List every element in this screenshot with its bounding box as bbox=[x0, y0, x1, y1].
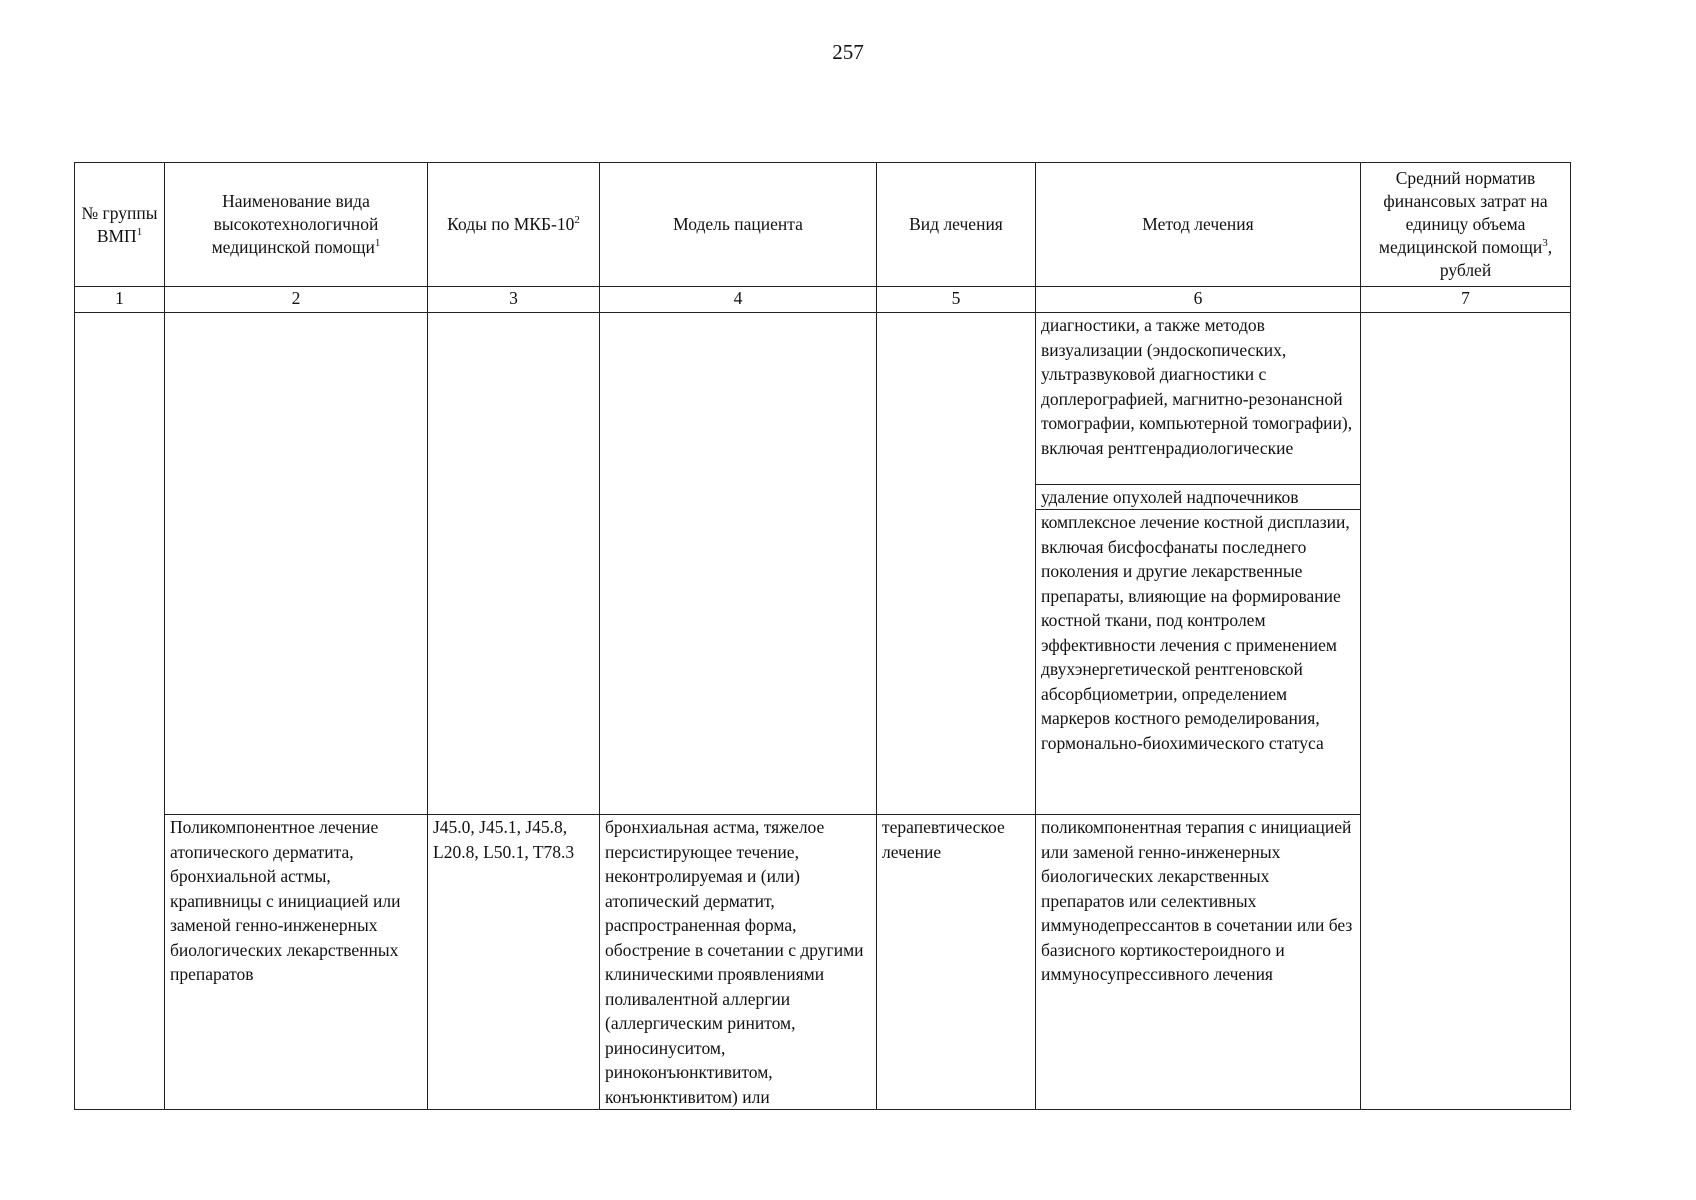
treatment-type-cell bbox=[877, 313, 1036, 815]
header-treatment-type: Вид лечения bbox=[877, 163, 1036, 287]
icd-codes-cell: J45.0, J45.1, J45.8, L20.8, L50.1, T78.3 bbox=[428, 815, 600, 1110]
column-number: 5 bbox=[877, 287, 1036, 313]
vmp-name-cell bbox=[165, 313, 428, 815]
header-row bbox=[75, 163, 1571, 287]
treatment-method-cell: поликомпонентная терапия с инициацией или заменой генно-инженерных биологических лекарственных препаратов или селективных иммунодепрессантов в сочетании или без базисного кортикостероидного и иммуносупрессивного лечения bbox=[1036, 815, 1361, 1110]
vmp-name-cell: Поликомпонентное лечение атопического дерматита, бронхиальной астмы, крапивницы с инициацией или заменой генно-инженерных биологических лекарственных препаратов bbox=[165, 815, 428, 1110]
method-item: удаление опухолей надпочечников bbox=[1036, 484, 1360, 510]
header-cost-standard: Средний норматив финансовых затрат на единицу объема медицинской помощи$^3$, рублей bbox=[1361, 163, 1571, 287]
treatment-type-cell: терапевтическое лечение bbox=[877, 815, 1036, 1110]
header-vmp-name: Наименование вида высокотехнологичной медицинской помощи$^1$ bbox=[165, 163, 428, 287]
header-treatment-method: Метод лечения bbox=[1036, 163, 1361, 287]
column-number: 2 bbox=[165, 287, 428, 313]
column-number: 1 bbox=[75, 287, 165, 313]
header-patient-model: Модель пациента bbox=[600, 163, 877, 287]
column-number: 7 bbox=[1361, 287, 1571, 313]
method-item: диагностики, а также методов визуализации (эндоскопических, ультразвуковой диагностики с доплерографией, магнитно-резонансной томографии, компьютерной томографии), включая рентгенрадиологические bbox=[1041, 315, 1353, 458]
treatment-method-cell bbox=[1036, 313, 1361, 815]
cost-standard-cell bbox=[1361, 313, 1571, 1110]
column-number: 4 bbox=[600, 287, 877, 313]
table-row bbox=[75, 815, 1571, 1110]
vmp-table bbox=[74, 162, 1571, 1110]
column-number: 3 bbox=[428, 287, 600, 313]
group-number-cell bbox=[75, 313, 165, 1110]
header-icd-codes: Коды по МКБ-$10^2$ bbox=[428, 163, 600, 287]
method-item: комплексное лечение костной дисплазии, включая бисфосфанаты последнего поколения и другие лекарственные препараты, влияющие на формирование костной ткани, под контролем эффективности лечения с применением двухэнергетической рентгеновской абсорбциометрии, определением маркеров костного ремоделирования, гормонально-биохимического статуса bbox=[1036, 510, 1360, 815]
table-row bbox=[75, 313, 1571, 815]
column-number-row bbox=[75, 287, 1571, 313]
page-number: 257 bbox=[832, 40, 864, 64]
patient-model-cell: бронхиальная астма, тяжелое персистирующее течение, неконтролируемая и (или) атопический дерматит, распространенная форма, обострение в сочетании с другими клиническими проявлениями поливалентной аллергии (аллергическим ринитом, риносинуситом, риноконъюнктивитом, конъюнктивитом) или bbox=[600, 815, 877, 1110]
header-group-number: № группы ВМП$^1$ bbox=[75, 163, 165, 287]
icd-codes-cell bbox=[428, 313, 600, 815]
method-list bbox=[1036, 313, 1360, 814]
column-number: 6 bbox=[1036, 287, 1361, 313]
patient-model-cell bbox=[600, 313, 877, 815]
